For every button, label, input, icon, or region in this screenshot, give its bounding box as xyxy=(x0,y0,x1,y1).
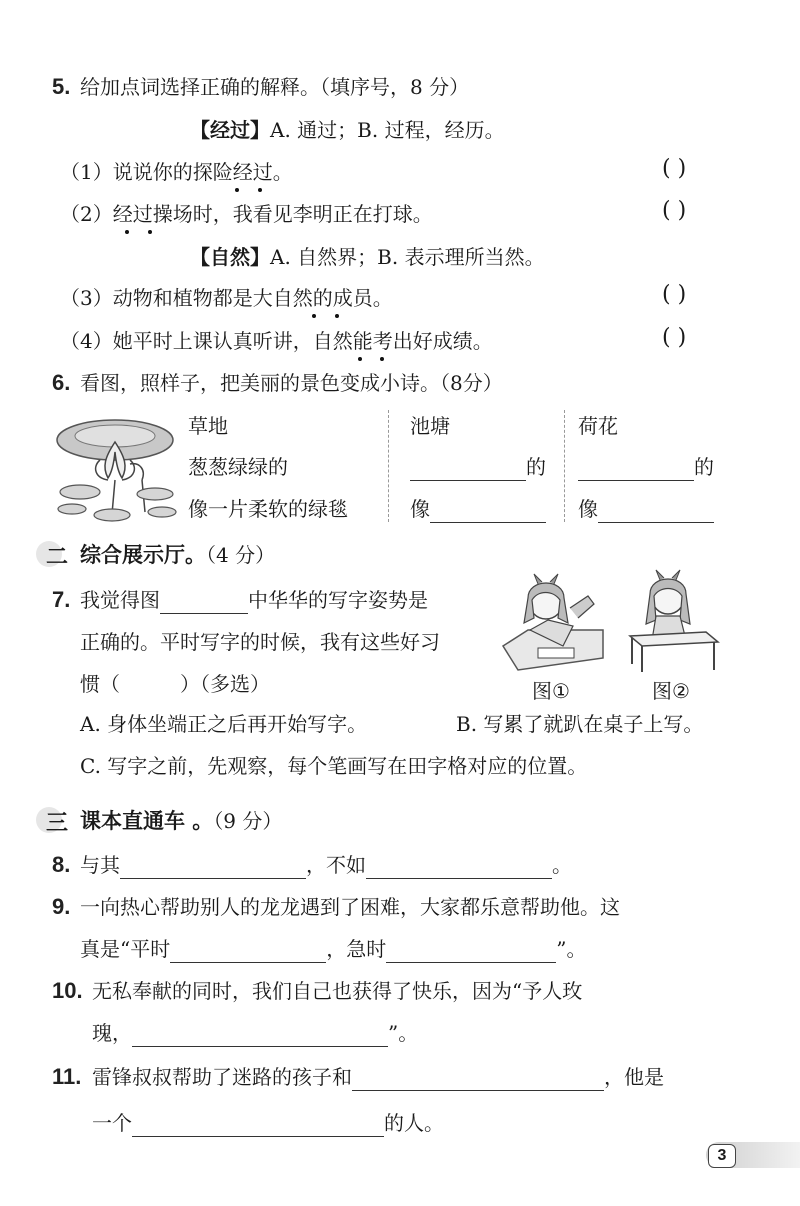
q5-word2-line xyxy=(190,243,545,271)
q5-number: 5. xyxy=(52,74,71,99)
q6-pond-line-2: 的 xyxy=(410,453,546,481)
figure-2-girl-sitting xyxy=(622,568,722,676)
emphasis-dot xyxy=(258,188,262,192)
q5-word1: 【经过】 xyxy=(190,118,270,142)
q6-lotus-line-3: 像 xyxy=(578,495,714,523)
q11-number: 11. xyxy=(52,1064,82,1089)
q5-word2: 【自然】 xyxy=(190,245,270,269)
emphasis-dot xyxy=(235,188,239,192)
q6-lotus-blank-2[interactable] xyxy=(598,500,714,523)
q5-word2-options: A. 自然界；B. 表示理所当然。 xyxy=(270,245,545,269)
q6-lotus-line-2: 的 xyxy=(578,453,714,481)
section-marker-icon: 二 xyxy=(36,541,62,567)
q10-number: 10. xyxy=(52,978,83,1003)
q9-blank-1[interactable] xyxy=(170,940,326,963)
column-divider xyxy=(564,410,565,522)
q6-number: 6. xyxy=(52,370,71,395)
q5-item-2: （2）经过操场时，我看见李明正在打球。 xyxy=(60,202,433,226)
q9-line-1: 一向热心帮助别人的龙龙遇到了困难，大家都乐意帮助他。这 xyxy=(80,895,620,919)
q7-line-2: 正确的。平时写字的时候，我有这些好习 xyxy=(80,630,440,654)
q5-prompt: 给加点词选择正确的解释。（填序号，8 分） xyxy=(80,75,470,99)
q6-pond-blank-2[interactable] xyxy=(430,500,546,523)
figure-2-label: 图② xyxy=(652,679,690,703)
q11-line-1: 雷锋叔叔帮助了迷路的孩子和 ，他是 xyxy=(92,1065,664,1089)
q7-line-3: 惯（ ）（多选） xyxy=(80,672,270,696)
q6-prompt: 看图，照样子，把美丽的景色变成小诗。（8分） xyxy=(80,371,503,395)
figure-1-girl-lying xyxy=(498,568,608,676)
q6-pond-line-3: 像 xyxy=(410,495,546,523)
section-2-heading xyxy=(80,541,275,569)
q5-answer-1[interactable]: ( ) xyxy=(662,156,687,181)
q5-word1-line xyxy=(190,116,505,144)
emphasis-dot xyxy=(380,357,384,361)
section-3-heading xyxy=(80,807,282,835)
q6-example-line-3: 像一片柔软的绿毯 xyxy=(188,497,348,521)
q11-line-2: 一个 的人。 xyxy=(92,1111,444,1135)
q5-word1-options: A. 通过；B. 过程，经历。 xyxy=(270,118,505,142)
q6-example-line-2: 葱葱绿绿的 xyxy=(188,455,288,479)
section-marker-icon: 三 xyxy=(36,807,62,833)
q7-line-1: 我觉得图 中华华的写字姿势是 xyxy=(80,588,428,612)
q6-lotus-title: 荷花 xyxy=(578,414,618,438)
q5-answer-3[interactable]: ( ) xyxy=(662,282,687,307)
emphasis-dot xyxy=(335,314,339,318)
section-2-score: （4 分） xyxy=(206,543,276,567)
section-3-score: （9 分） xyxy=(213,809,283,833)
q5-item-4: （4）她平时上课认真听讲，自然能考出好成绩。 xyxy=(60,329,493,353)
q7-option-a: A. 身体坐端正之后再开始写字。 xyxy=(80,712,368,736)
q6-pond-blank-1[interactable] xyxy=(410,458,526,481)
q8-line: 与其 ，不如 。 xyxy=(80,853,572,877)
figure-1-label: 图① xyxy=(532,679,570,703)
q6-lotus-blank-1[interactable] xyxy=(578,458,694,481)
section-3-title: 课本直通车 。 xyxy=(80,809,214,833)
emphasis-dot xyxy=(312,314,316,318)
q11-blank-1[interactable] xyxy=(352,1068,604,1091)
q7-figure-blank[interactable] xyxy=(160,591,248,614)
q10-blank[interactable] xyxy=(132,1024,388,1047)
emphasis-dot xyxy=(125,230,129,234)
q5-answer-4[interactable]: ( ) xyxy=(662,325,687,350)
q8-blank-2[interactable] xyxy=(366,856,552,879)
q6-example-line-1: 草地 xyxy=(188,414,228,438)
q9-line-2: 真是“平时 ，急时 ”。 xyxy=(80,937,587,961)
q9-number: 9. xyxy=(52,894,71,919)
page-number: 3 xyxy=(708,1144,736,1168)
q5-item-1: （1）说说你的探险经过。 xyxy=(60,160,293,184)
q7-number: 7. xyxy=(52,587,71,612)
emphasis-dot xyxy=(148,230,152,234)
q5-item-3: （3）动物和植物都是大自然的成员。 xyxy=(60,286,393,310)
column-divider xyxy=(388,410,389,522)
q5-answer-2[interactable]: ( ) xyxy=(662,198,687,223)
q6-pond-title: 池塘 xyxy=(410,414,450,438)
q11-blank-2[interactable] xyxy=(132,1114,384,1137)
section-2-title: 综合展示厅。 xyxy=(80,543,206,567)
q8-number: 8. xyxy=(52,852,71,877)
q10-line-1: 无私奉献的同时，我们自己也获得了快乐，因为“予人玫 xyxy=(92,979,583,1003)
q7-option-b: B. 写累了就趴在桌子上写。 xyxy=(456,712,704,736)
q9-blank-2[interactable] xyxy=(386,940,556,963)
q8-blank-1[interactable] xyxy=(120,856,306,879)
lotus-pond-illustration xyxy=(50,412,180,524)
emphasis-dot xyxy=(358,357,362,361)
q7-option-c: C. 写字之前，先观察，每个笔画写在田字格对应的位置。 xyxy=(80,754,588,778)
q10-line-2: 瑰， ”。 xyxy=(92,1021,419,1045)
